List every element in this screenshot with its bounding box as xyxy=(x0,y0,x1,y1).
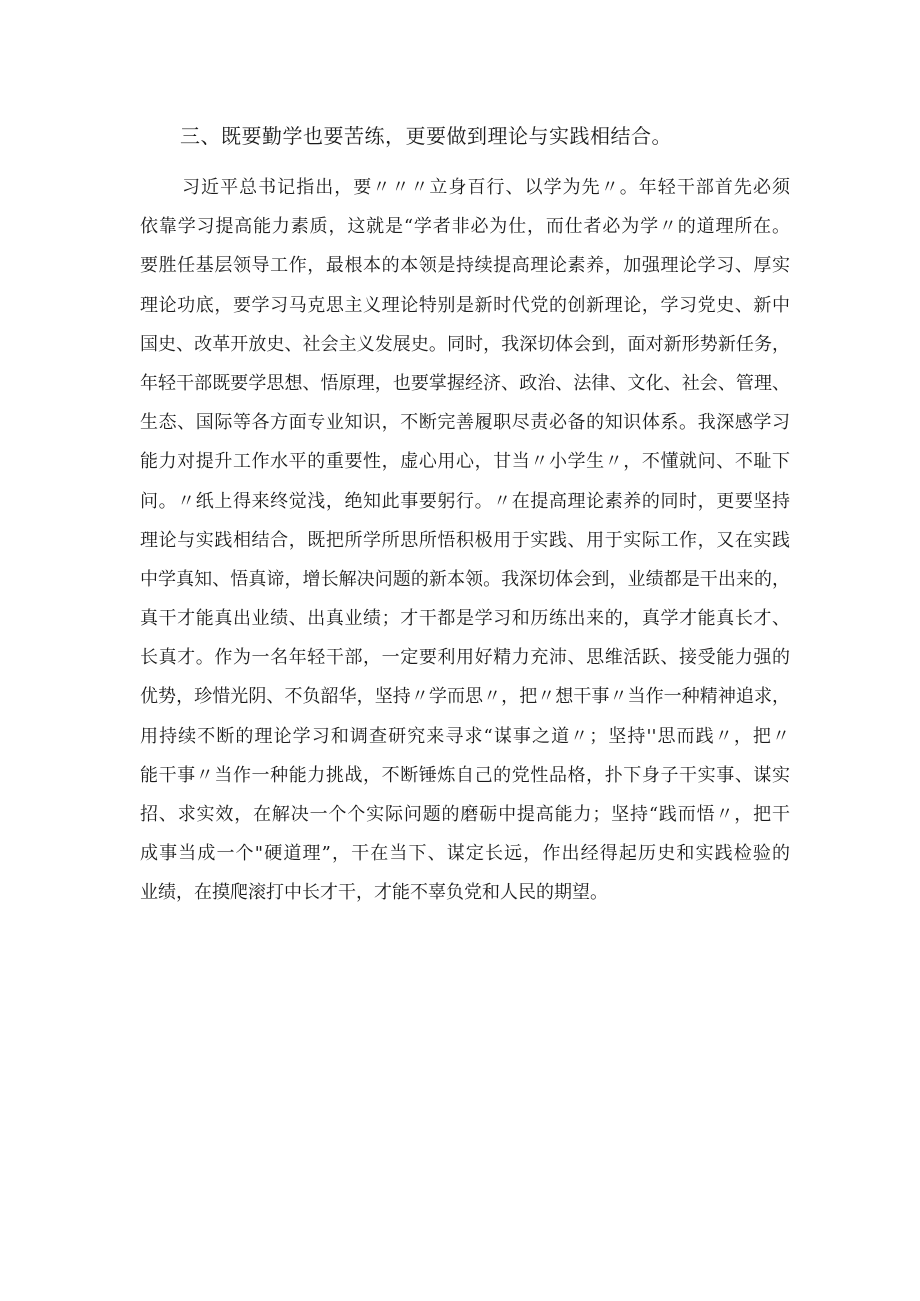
paragraph-line: 要胜任基层领导工作，最根本的本领是持续提高理论素养，加强理论学习、厚实 xyxy=(140,255,790,277)
paragraph-line: 优势，珍惜光阴、不负韶华，坚持〃学而思〃，把〃想干事〃当作一种精神追求， xyxy=(140,686,790,708)
paragraph-line: 年轻干部既要学思想、悟原理，也要掌握经济、政治、法律、文化、社会、管理、 xyxy=(140,372,790,394)
paragraph-line: 理论与实践相结合，既把所学所思所悟积极用于实践、用于实际工作，又在实践 xyxy=(140,529,790,551)
paragraph-line: 生态、国际等各方面专业知识，不断完善履职尽责必备的知识体系。我深感学习 xyxy=(140,412,790,434)
paragraph-line: 用持续不断的理论学习和调查研究来寻求“谋事之道〃；坚持''思而践〃，把〃 xyxy=(140,725,790,747)
body-paragraph xyxy=(140,168,790,913)
paragraph-line: 习近平总书记指出，要〃〃〃立身百行、以学为先〃。年轻干部首先必须 xyxy=(182,177,790,198)
paragraph-line: 依靠学习提高能力素质，这就是“学者非必为仕，而仕者必为学〃的道理所在。 xyxy=(140,216,790,238)
paragraph-line: 真干才能真出业绩、出真业绩；才干都是学习和历练出来的，真学才能真长才、 xyxy=(140,608,790,630)
paragraph-line: 长真才。作为一名年轻干部，一定要利用好精力充沛、思维活跃、接受能力强的 xyxy=(140,647,790,669)
paragraph-line: 能干事〃当作一种能力挑战，不断锤炼自己的党性品格，扑下身子干实事、谋实 xyxy=(140,764,790,786)
paragraph-line: 能力对提升工作水平的重要性，虚心用心，甘当〃小学生〃，不懂就问、不耻下 xyxy=(140,451,790,473)
section-heading: 三、既要勤学也要苦练，更要做到理论与实践相结合。 xyxy=(180,124,672,148)
paragraph-line: 理论功底，要学习马克思主义理论特别是新时代党的创新理论，学习党史、新中 xyxy=(140,294,790,316)
paragraph-line: 成事当成一个"硬道理”，干在当下、谋定长远，作出经得起历史和实践检验的 xyxy=(140,843,790,865)
paragraph-line: 中学真知、悟真谛，增长解决问题的新本领。我深切体会到，业绩都是干出来的， xyxy=(140,568,790,590)
paragraph-line: 国史、改革开放史、社会主义发展史。同时，我深切体会到，面对新形势新任务， xyxy=(140,333,790,355)
paragraph-line-last: 业绩，在摸爬滚打中长才干，才能不辜负党和人民的期望。 xyxy=(140,882,608,904)
paragraph-line: 招、求实效，在解决一个个实际问题的磨砺中提高能力；坚持“践而悟〃，把干 xyxy=(140,804,790,825)
paragraph-line: 问。〃纸上得来终觉浅，绝知此事要躬行。〃在提高理论素养的同时，更要坚持 xyxy=(140,490,790,512)
